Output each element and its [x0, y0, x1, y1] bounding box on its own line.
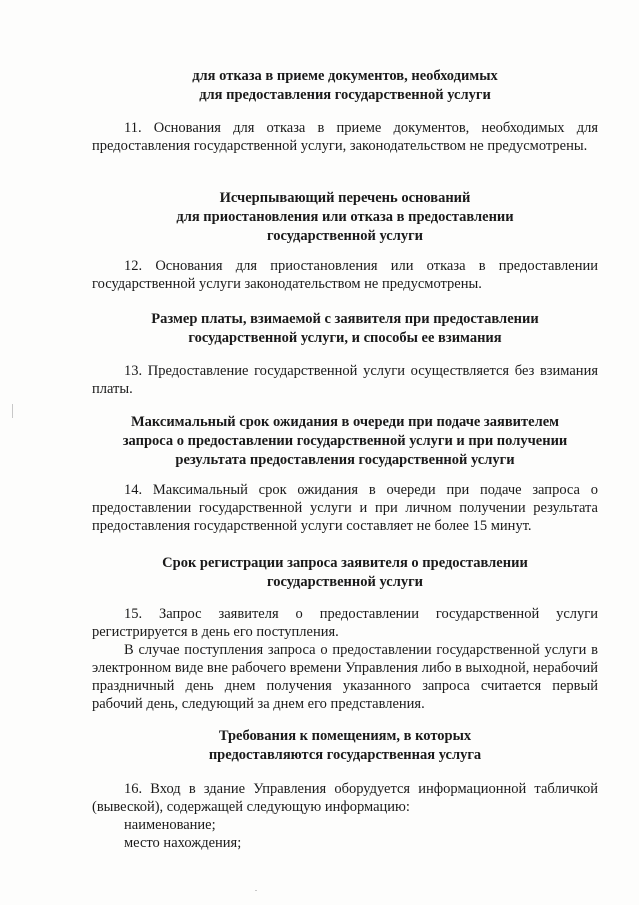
heading-line: Размер платы, взимаемой с заявителя при предоставлении: [151, 311, 539, 327]
paragraph-text: 12. Основания для приостановления или отказа в предоставлении государственной услуги законодательством не предусмотрены.: [92, 258, 598, 292]
heading-line: государственной услуги, и способы ее взимания: [188, 330, 502, 346]
paragraph-13: [92, 362, 598, 398]
paragraph-15-continuation: [92, 641, 598, 713]
paragraph-text: В случае поступления запроса о предоставлении государственной услуги в электронном виде вне рабочего времени Управления либо в выходной, нерабочий праздничный день днем получения указанного запроса считается первый рабочий день, следующий за днем его представления.: [92, 642, 598, 712]
scan-artifact: [12, 404, 13, 418]
paragraph-text: 16. Вход в здание Управления оборудуется информационной табличкой (вывеской), содержащей следующую информацию:: [92, 781, 598, 815]
section-heading-refusal-documents: [92, 67, 598, 105]
heading-line: для предоставления государственной услуги: [199, 87, 491, 103]
paragraph-text: 15. Запрос заявителя о предоставлении государственной услуги регистрируется в день его поступления.: [92, 606, 598, 640]
heading-line: Срок регистрации запроса заявителя о предоставлении: [162, 555, 528, 571]
list-item: [92, 816, 630, 834]
heading-line: для отказа в приеме документов, необходимых: [192, 68, 498, 84]
paragraph-text: 11. Основания для отказа в приеме документов, необходимых для предоставления государственной услуги, законодательством не предусмотрены.: [92, 120, 598, 154]
paragraph-16: [92, 780, 598, 816]
paragraph-11: [92, 119, 598, 155]
heading-line: Максимальный срок ожидания в очереди при подаче заявителем: [130, 414, 560, 430]
paragraph-12: [92, 257, 598, 293]
paragraph-text: 13. Предоставление государственной услуги осуществляется без взимания платы.: [92, 363, 598, 397]
paragraph-15: [92, 605, 598, 641]
heading-line: Требования к помещениям, в которых: [218, 728, 472, 744]
heading-line: запроса о предоставлении государственной услуги и при получении: [122, 433, 568, 449]
paragraph-text: 14. Максимальный срок ожидания в очереди при подаче запроса о предоставлении государственной услуги и при личном получении результата предоставления государственной услуги составляет не более 15 минут.: [92, 482, 598, 534]
list-item-text: место нахождения;: [124, 835, 242, 851]
heading-line: для приостановления или отказа в предоставлении: [176, 209, 514, 225]
list-item: [92, 834, 630, 852]
scan-artifact: [255, 890, 257, 891]
heading-line: государственной услуги: [266, 574, 424, 590]
heading-line: Исчерпывающий перечень оснований: [219, 190, 471, 206]
heading-line: результата предоставления государственной услуги: [175, 452, 515, 468]
section-heading-grounds-list: [92, 189, 598, 246]
section-heading-queue-time: [92, 413, 598, 470]
section-heading-premises: [92, 727, 598, 765]
section-heading-registration: [92, 554, 598, 592]
heading-line: государственной услуги: [266, 228, 424, 244]
paragraph-14: [92, 481, 598, 535]
heading-line: предоставляются государственная услуга: [208, 747, 482, 763]
list-item-text: наименование;: [124, 817, 216, 833]
section-heading-fee: [92, 310, 598, 348]
